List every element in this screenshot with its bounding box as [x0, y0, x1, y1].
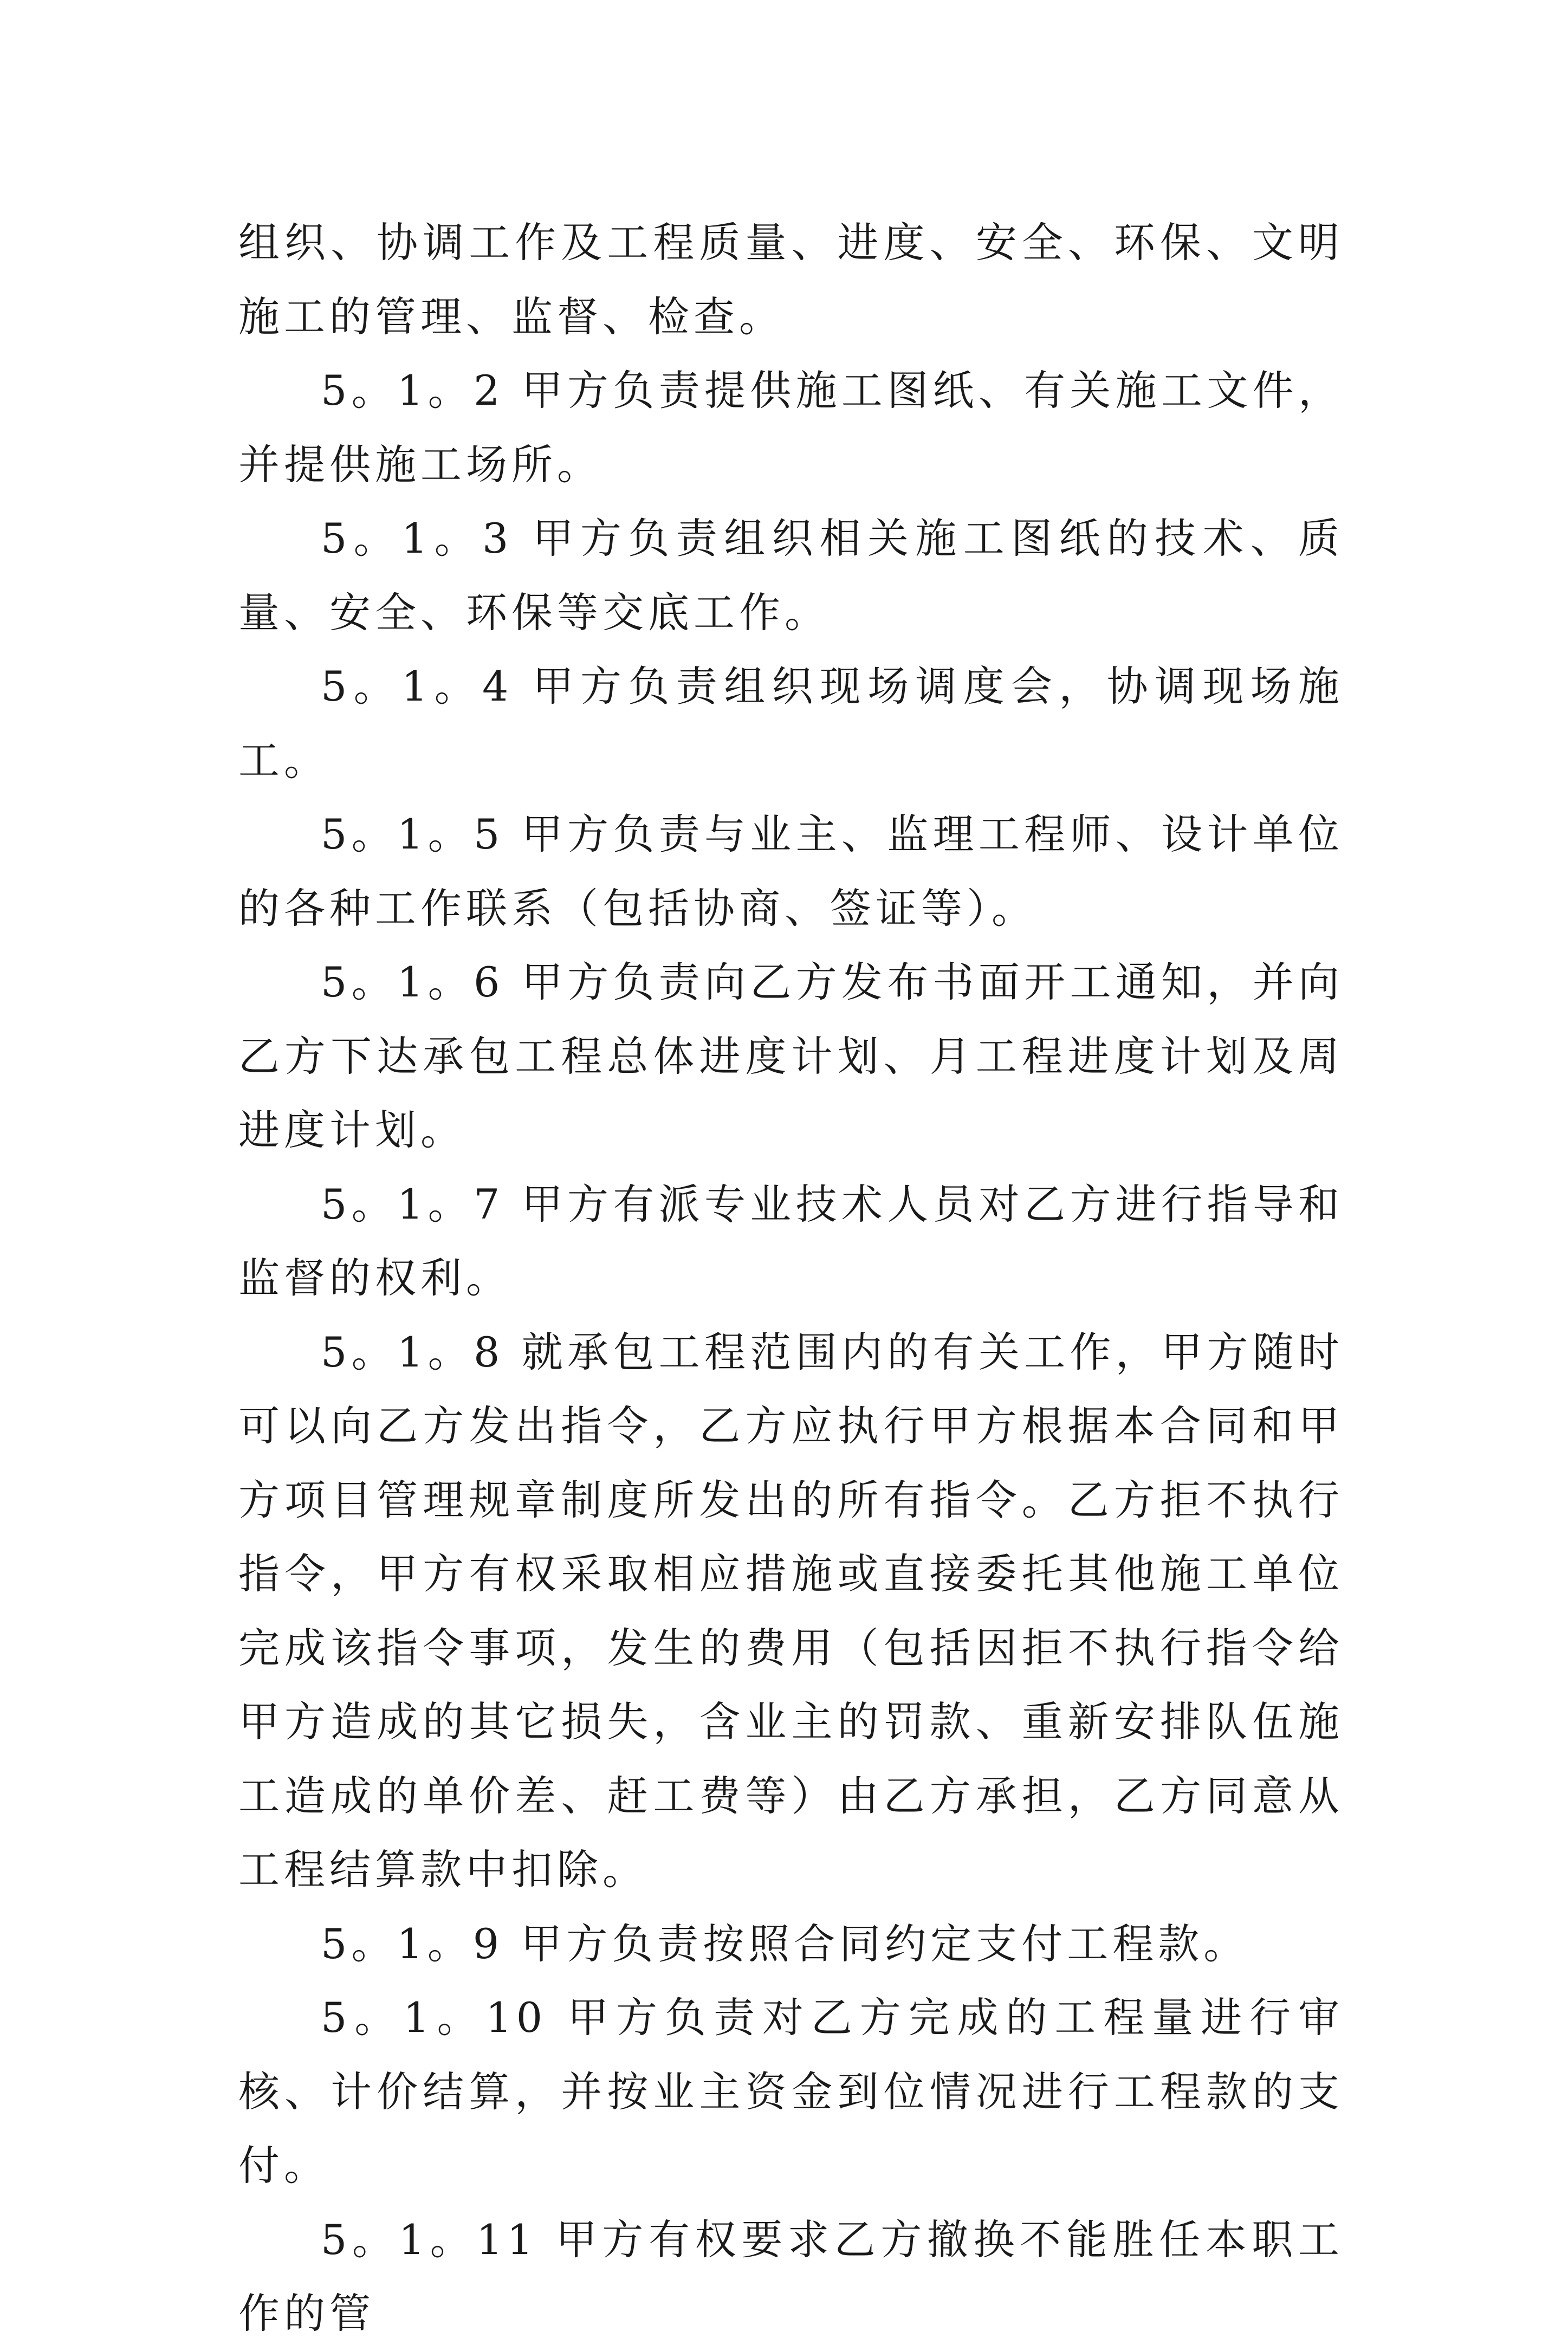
clause-5-1-7: 5。1。7 甲方有派专业技术人员对乙方进行指导和监督的权利。: [238, 1180, 1344, 1302]
clause-5-1-8: 5。1。8 就承包工程范围内的有关工作，甲方随时可以向乙方发出指令，乙方应执行甲方根据本合同和甲方项目管理规章制度所发出的所有指令。乙方拒不执行指令，甲方有权采取相应措施或直接委托其他施工单位完成该指令事项，发生的费用（包括因拒不执行指令给甲方造成的其它损失，含业主的罚款、重新安排队伍施工造成的单价差、赶工费等）由乙方承担，乙方同意从工程结算款中扣除。: [238, 1327, 1344, 1894]
clause-5-1-2: 5。1。2 甲方负责提供施工图纸、有关施工文件，并提供施工场所。: [238, 366, 1344, 489]
document-body: [238, 206, 1344, 2351]
clause-5-1-11: 5。1。11 甲方有权要求乙方撤换不能胜任本职工作的管: [238, 2215, 1344, 2337]
clause-5-1-10: 5。1。10 甲方负责对乙方完成的工程量进行审核、计价结算，并按业主资金到位情况进行工程款的支付。: [238, 1993, 1344, 2190]
clause-5-1-4: 5。1。4 甲方负责组织现场调度会，协调现场施工。: [238, 662, 1344, 785]
clause-5-1-5: 5。1。5 甲方负责与业主、监理工程师、设计单位的各种工作联系（包括协商、签证等）。: [238, 810, 1344, 932]
paragraph-continuation: 组织、协调工作及工程质量、进度、安全、环保、文明施工的管理、监督、检查。: [238, 218, 1344, 341]
clause-5-1-6: 5。1。6 甲方负责向乙方发布书面开工通知，并向乙方下达承包工程总体进度计划、月工程进度计划及周进度计划。: [238, 958, 1344, 1154]
clause-5-1-3: 5。1。3 甲方负责组织相关施工图纸的技术、质量、安全、环保等交底工作。: [238, 514, 1344, 637]
clause-5-1-9: 5。1。9 甲方负责按照合同约定支付工程款。: [321, 1919, 1249, 1968]
